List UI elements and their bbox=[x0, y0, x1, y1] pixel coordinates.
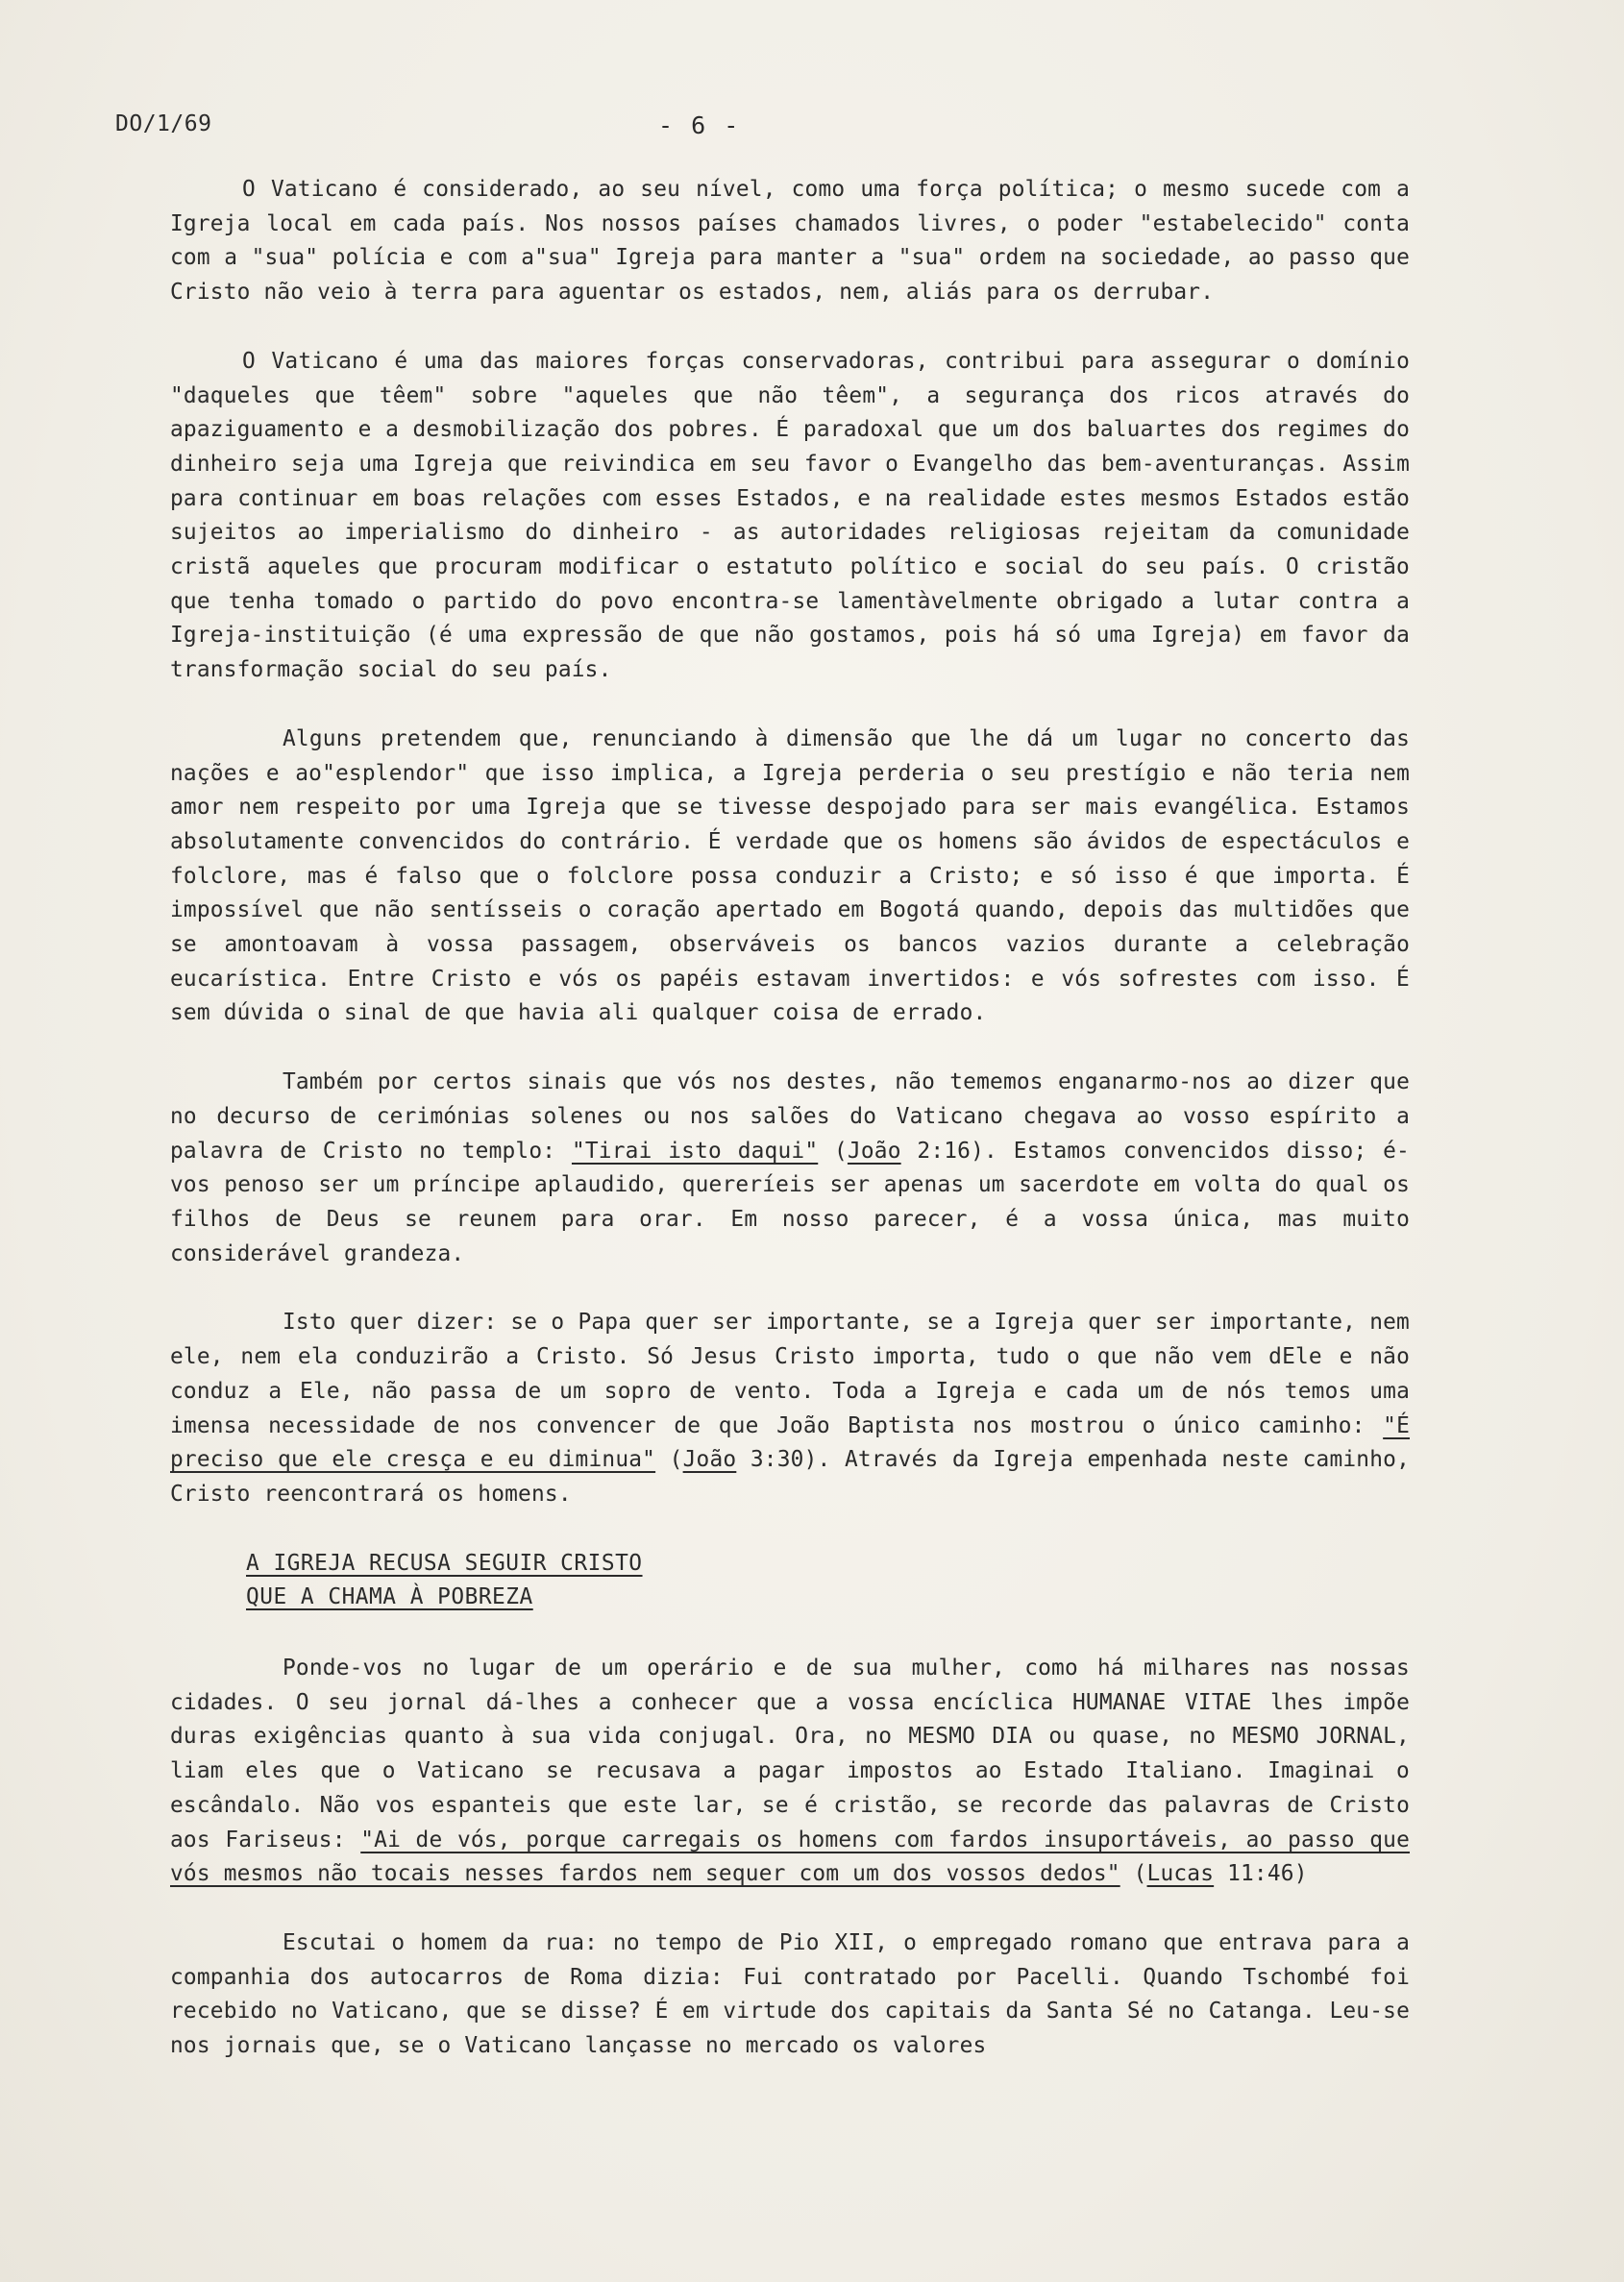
paragraph-5: Isto quer dizer: se o Papa quer ser importante, se a Igreja quer ser importante, nem ele, nem ela conduzirão a Cristo. Só Jesus Cristo importa, tudo o que não vem dEle e não conduz a Ele, não passa de um sopro de vento. Toda a Igreja e cada um de nós temos uma imensa necessidade de nos convencer de que João Baptista nos mostrou o único caminho: "É preciso que ele cresça e eu diminua" (João 3:30). Através da Igreja empenhada neste caminho, Cristo reencontrará os homens. bbox=[170, 1310, 1411, 1507]
page-header bbox=[115, 111, 1509, 150]
paragraph-3: Alguns pretendem que, renunciando à dimensão que lhe dá um lugar no concerto das nações e ao"esplendor" que isso implica, a Igreja perderia o seu prestígio e não teria nem amor nem respeito por uma Igreja que se tivesse despojado para ser mais evangélica. Estamos absolutamente convencidos do contrário. É verdade que os homens são ávidos de espectáculos e folclore, mas é falso que o folclore possa conduzir a Cristo; e só isso é que importa. É impossível que não sentísseis o coração apertado em Bogotá quando, depois das multidões que se amontoavam à vossa passagem, observáveis os bancos vazios durante a celebração eucarística. Entre Cristo e vós os papéis estavam invertidos: e vós sofrestes com isso. É sem dúvida o sinal de que havia ali qualquer coisa de errado. bbox=[170, 725, 1410, 1026]
paragraph-7: Escutai o homem da rua: no tempo de Pio XII, o empregado romano que entrava para a companhia dos autocarros de Roma dizia: Fui contratado por Pacelli. Quando Tschombé foi recebido no Vaticano, que se disse? É em virtude dos capitais da Santa Sé no Catanga. Leu-se nos jornais que, se o Vaticano lançasse no mercado os valores bbox=[170, 1929, 1410, 2059]
paragraph-4: Também por certos sinais que vós nos destes, não tememos enganarmo-nos ao dizer que no decurso de cerimónias solenes ou nos salões do Vaticano chegava ao vosso espírito a palavra de Cristo no templo: "Tirai isto daqui" (João 2:16). Estamos convencidos disso; é-vos penoso ser um príncipe aplaudido, quereríeis ser apenas um sacerdote em volta do qual os filhos de Deus se reunem para orar. Em nosso parecer, é a vossa única, mas muito considerável grandeza. bbox=[170, 1069, 1410, 1266]
page-number: - 6 - bbox=[658, 111, 741, 139]
section-heading-line-2: QUE A CHAMA À POBREZA bbox=[246, 1584, 533, 1610]
quote-underlined: "É preciso que ele cresça e eu diminua" bbox=[170, 1412, 1410, 1473]
section-heading bbox=[246, 1547, 1410, 1615]
quote-underlined: "Tirai isto daqui" bbox=[571, 1138, 819, 1164]
paragraph-1: O Vaticano é considerado, ao seu nível, como uma força política; o mesmo sucede com a Igreja local em cada país. Nos nossos países chamados livres, o poder "estabelecido" conta com a "sua" polícia e com a"sua" Igreja para manter a "sua" ordem na sociedade, ao passo que Cristo não veio à terra para aguentar os estados, nem, aliás para os derrubar. bbox=[170, 177, 1410, 306]
quote-underlined: "Ai de vós, porque carregais os homens com fardos insuportáveis, ao passo que vós mesmos não tocais nesses fardos nem sequer com um dos vossos dedos" bbox=[170, 1827, 1411, 1887]
citation-book: Lucas bbox=[1146, 1861, 1215, 1887]
document-reference: DO/1/69 bbox=[115, 111, 212, 136]
document-body bbox=[170, 173, 1410, 2098]
citation-book: João bbox=[847, 1138, 901, 1164]
paragraph-6: Ponde-vos no lugar de um operário e de sua mulher, como há milhares nas nossas cidades. O seu jornal dá-lhes a conhecer que a vossa encíclica HUMANAE VITAE lhes impõe duras exigências quanto à sua vida conjugal. Ora, no MESMO DIA ou quase, no MESMO JORNAL, liam eles que o Vaticano se recusava a pagar impostos ao Estado Italiano. Imaginai o escândalo. Não vos espanteis que este lar, se é cristão, se recorde das palavras de Cristo aos Fariseus: "Ai de vós, porque carregais os homens com fardos insuportáveis, ao passo que vós mesmos não tocais nesses fardos nem sequer com um dos vossos dedos" (Lucas 11:46) bbox=[170, 1656, 1411, 1887]
paragraph-2: O Vaticano é uma das maiores forças conservadoras, contribui para assegurar o domínio "daqueles que têem" sobre "aqueles que não têem", a segurança dos ricos através do apaziguamento e a desmobilização dos pobres. É paradoxal que um dos baluartes dos regimes do dinheiro seja uma Igreja que reivindica em seu favor o Evangelho das bem-aventuranças. Assim para continuar em boas relações com esses Estados, e na realidade estes mesmos Estados estão sujeitos ao imperialismo do dinheiro - as autoridades religiosas rejeitam da comunidade cristã aqueles que procuram modificar o estatuto político e social do seu país. O cristão que tenha tomado o partido do povo encontra-se lamentàvelmente obrigado a lutar contra a Igreja-instituição (é uma expressão de que não gostamos, pois há só uma Igreja) em favor da transformação social do seu país. bbox=[170, 348, 1410, 683]
section-heading-line-1: A IGREJA RECUSA SEGUIR CRISTO bbox=[246, 1550, 643, 1576]
citation-book: João bbox=[682, 1447, 737, 1473]
